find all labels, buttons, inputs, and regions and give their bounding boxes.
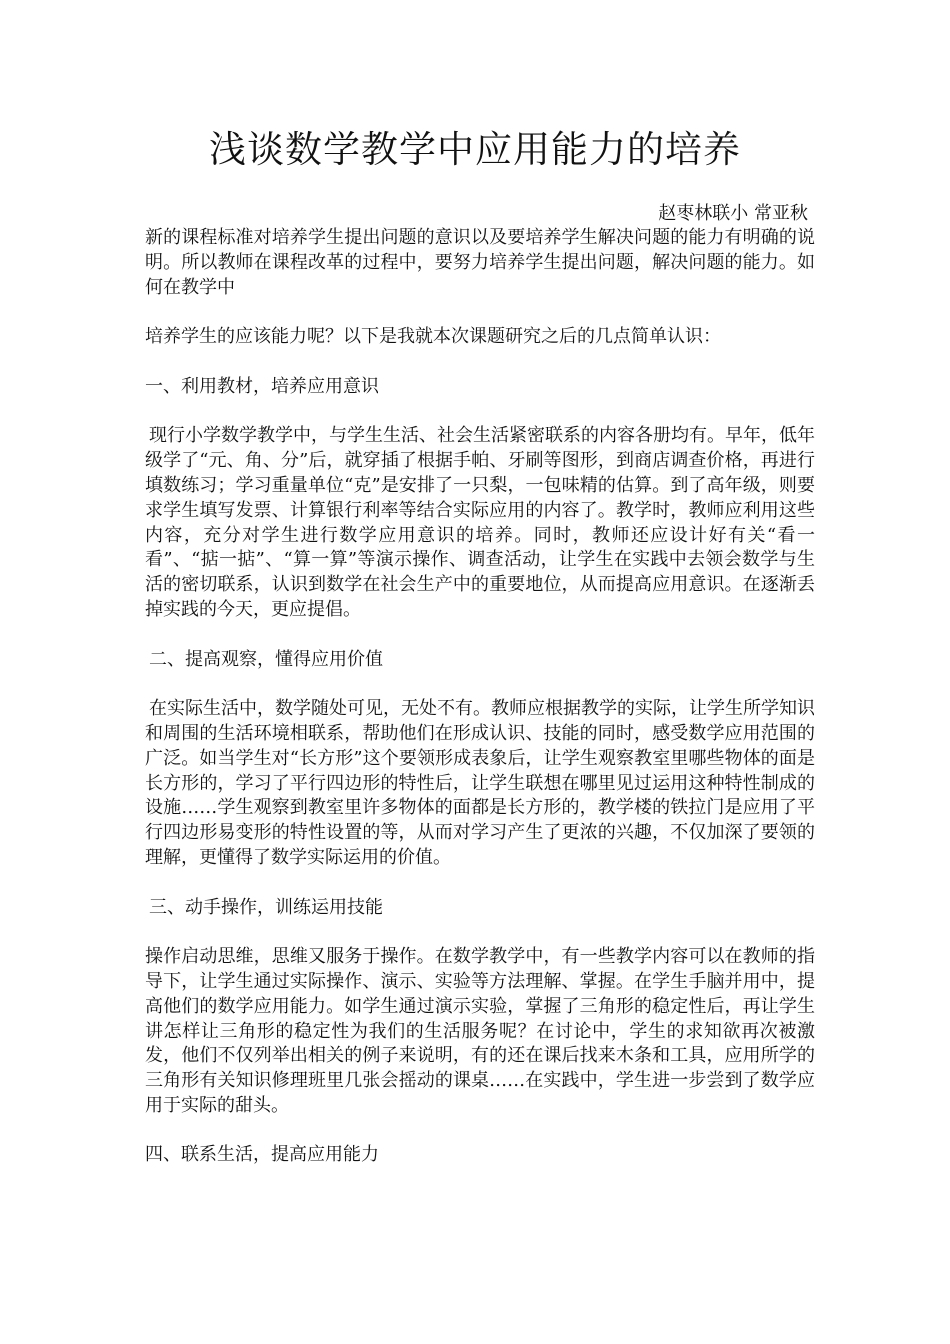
- section-paragraph-1: 现行小学数学教学中，与学生生活、社会生活紧密联系的内容各册均有。早年，低年级学了“元、角、分”后，就穿插了根据手帕、牙刷等图形，到商店调查价格，再进行填数练习；学习重量单位“克”是安排了一只梨，一包味精的估算。到了高年级，则要求学生填写发票、计算银行利率等结合实际应用的内容了。教学时，教师应利用这些内容，充分对学生进行数学应用意识的培养。同时，教师还应设计好有关“看一看”、“掂一掂”、“算一算”等演示操作、调查活动，让学生在实践中去领会数学与生活的密切联系，认识到数学在社会生产中的重要地位，从而提高应用意识。在逐渐丢掉实践的今天，更应提倡。: [145, 425, 815, 620]
- document-title: 浅谈数学教学中应用能力的培养: [209, 128, 741, 171]
- intro-continuation: 培养学生的应该能力呢？以下是我就本次课题研究之后的几点简单认识：: [145, 326, 721, 348]
- section-paragraph-3: 操作启动思维，思维又服务于操作。在数学教学中，有一些教学内容可以在教师的指导下，让学生通过实际操作、演示、实验等方法理解、掌握。在学生手脑并用中，提高他们的数学应用能力。如学生通过演示实验，掌握了三角形的稳定性后，再让学生讲怎样让三角形的稳定性为我们的生活服务呢？在讨论中，学生的求知欲再次被激发，他们不仅列举出相关的例子来说明，有的还在课后找来木条和工具，应用所学的三角形有关知识修理班里几张会摇动的课桌……在实践中，学生进一步尝到了数学应用于实际的甜头。: [145, 946, 815, 1116]
- section-paragraph-2: 在实际生活中，数学随处可见，无处不有。教师应根据教学的实际，让学生所学知识和周围的生活环境相联系，帮助他们在形成认识、技能的同时，感受数学应用范围的广泛。如当学生对“长方形”这个要领形成表象后，让学生观察教室里哪些物体的面是长方形的，学习了平行四边形的特性后，让学生联想在哪里见过运用这种特性制成的设施……学生观察到教室里许多物体的面都是长方形的，教学楼的铁拉门是应用了平行四边形易变形的特性设置的等，从而对学习产生了更浓的兴趣，不仅加深了要领的理解，更懂得了数学实际运用的价值。: [145, 698, 815, 868]
- section-heading-2: 二、提高观察，懂得应用价值: [149, 648, 383, 670]
- document-body: [145, 226, 815, 1193]
- section-heading-1: 一、利用教材，培养应用意识: [145, 375, 379, 397]
- document-author: 赵枣林联小 常亚秋: [658, 203, 808, 224]
- intro-paragraph: 新的课程标准对培养学生提出问题的意识以及要培养学生解决问题的能力有明确的说明。所以教师在课程改革的过程中，要努力培养学生提出问题，解决问题的能力。如何在教学中: [145, 227, 815, 298]
- section-heading-4: 四、联系生活，提高应用能力: [145, 1144, 379, 1166]
- section-heading-3: 三、动手操作，训练运用技能: [149, 896, 383, 918]
